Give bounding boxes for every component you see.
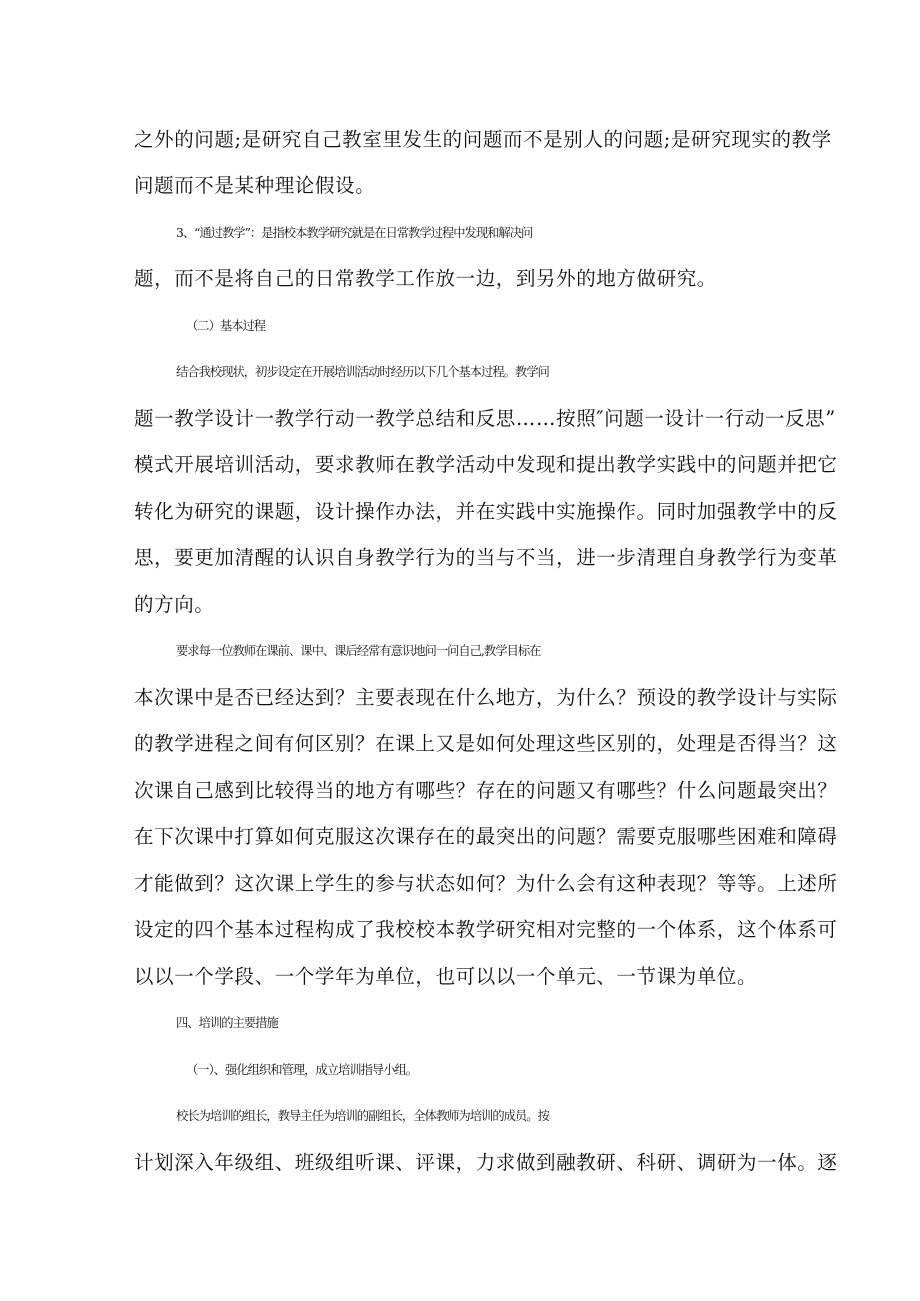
text-line: 3、“通过教学”：是指校本教学研究就是在日常教学过程中发现和解决问 xyxy=(176,226,533,240)
text-line: 以以一个学段、一个学年为单位，也可以以一个单元、一节课为单位。 xyxy=(134,965,758,988)
text-line: 的方向。 xyxy=(134,593,215,616)
text-line: 才能做到？这次课上学生的参与状态如何？为什么会有这种表现？等等。上述所 xyxy=(134,872,838,895)
text-line: 设定的四个基本过程构成了我校校本教学研究相对完整的一个体系，这个体系可 xyxy=(134,918,838,941)
text-line: 之外的问题;是研究自己教室里发生的问题而不是别人的问题;是研究现实的教学 xyxy=(134,128,832,151)
text-line: 本次课中是否已经达到？主要表现在什么地方，为什么？预设的教学设计与实际 xyxy=(134,686,838,709)
text-line: 在下次课中打算如何克服这次课存在的最突出的问题？需要克服哪些困难和障碍 xyxy=(134,825,838,848)
subsection-heading: （一）、强化组织和管理，成立培训指导小组。 xyxy=(186,1063,418,1077)
text-line: 校长为培训的组长，教导主任为培训的副组长，全体教师为培训的成员。按 xyxy=(176,1109,549,1123)
text-line: 要求每一位教师在课前、课中、课后经常有意识地问一问自己,教学目标在 xyxy=(176,644,541,658)
text-line: 模式开展培训活动，要求教师在教学活动中发现和提出教学实践中的问题并把它 xyxy=(134,453,838,476)
text-line: 的教学进程之间有何区别？在课上又是如何处理这些区别的，处理是否得当？这 xyxy=(134,732,838,755)
text-line: 次课自己感到比较得当的地方有哪些？存在的问题又有哪些？什么问题最突出？ xyxy=(134,779,838,802)
section-heading: （二）基本过程 xyxy=(186,319,266,333)
text-line: 计划深入年级组、班级组听课、评课，力求做到融教研、科研、调研为一体。逐 xyxy=(134,1151,838,1174)
text-line: 题一教学设计一教学行动一教学总结和反思……按照″问题一设计一行动一反思” xyxy=(134,407,836,430)
section-heading: 四、培训的主要措施 xyxy=(176,1016,278,1030)
text-line: 思，要更加清醒的认识自身教学行为的当与不当，进一步清理自身教学行为变革 xyxy=(134,546,838,569)
text-line: 题，而不是将自己的日常教学工作放一边，到另外的地方做研究。 xyxy=(134,267,717,290)
text-line: 转化为研究的课题，设计操作办法，并在实践中实施操作。同时加强教学中的反 xyxy=(134,500,838,523)
text-line: 结合我校现状，初步设定在开展培训活动时经历以下几个基本过程。教学问 xyxy=(176,365,549,379)
text-line: 问题而不是某种理论假设。 xyxy=(134,174,376,197)
